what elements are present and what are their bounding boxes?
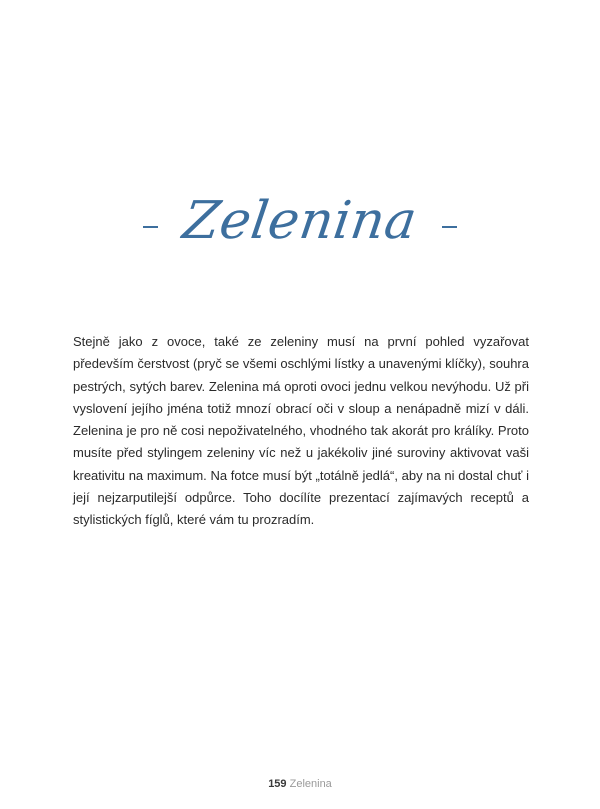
page-footer (0, 777, 600, 791)
title-dash-right (442, 226, 457, 228)
footer-section-name: Zelenina (289, 778, 332, 790)
body-paragraph: Stejně jako z ovoce, také ze zeleniny musí na první pohled vyzařovat především čerstvost (pryč se všemi oschlými lístky a unavenými klíčky), souhra pestrých, sytých barev. Zelenina má oproti ovoci jednu velkou nevýhodu. Už při vyslovení jejího jména totiž mnozí obrací oči v sloup a nenápadně mizí v dáli. Zelenina je pro ně cosi nepoživatelného, vhodného tak akorát pro králíky. Proto musíte před stylingem zeleniny víc než u jakékoliv jiné suroviny aktivovat vaši kreativitu na maximum. Na fotce musí být „totálně jedlá“, aby na ni dostal chuť i její nejzarputilejší odpůrce. Toho docílíte prezentací zajímavých receptů a stylistických fíglů, které vám tu prozradím. (73, 334, 529, 528)
page-number: 159 (268, 778, 287, 790)
chapter-title: Zelenina (179, 191, 421, 251)
chapter-heading (0, 180, 600, 270)
